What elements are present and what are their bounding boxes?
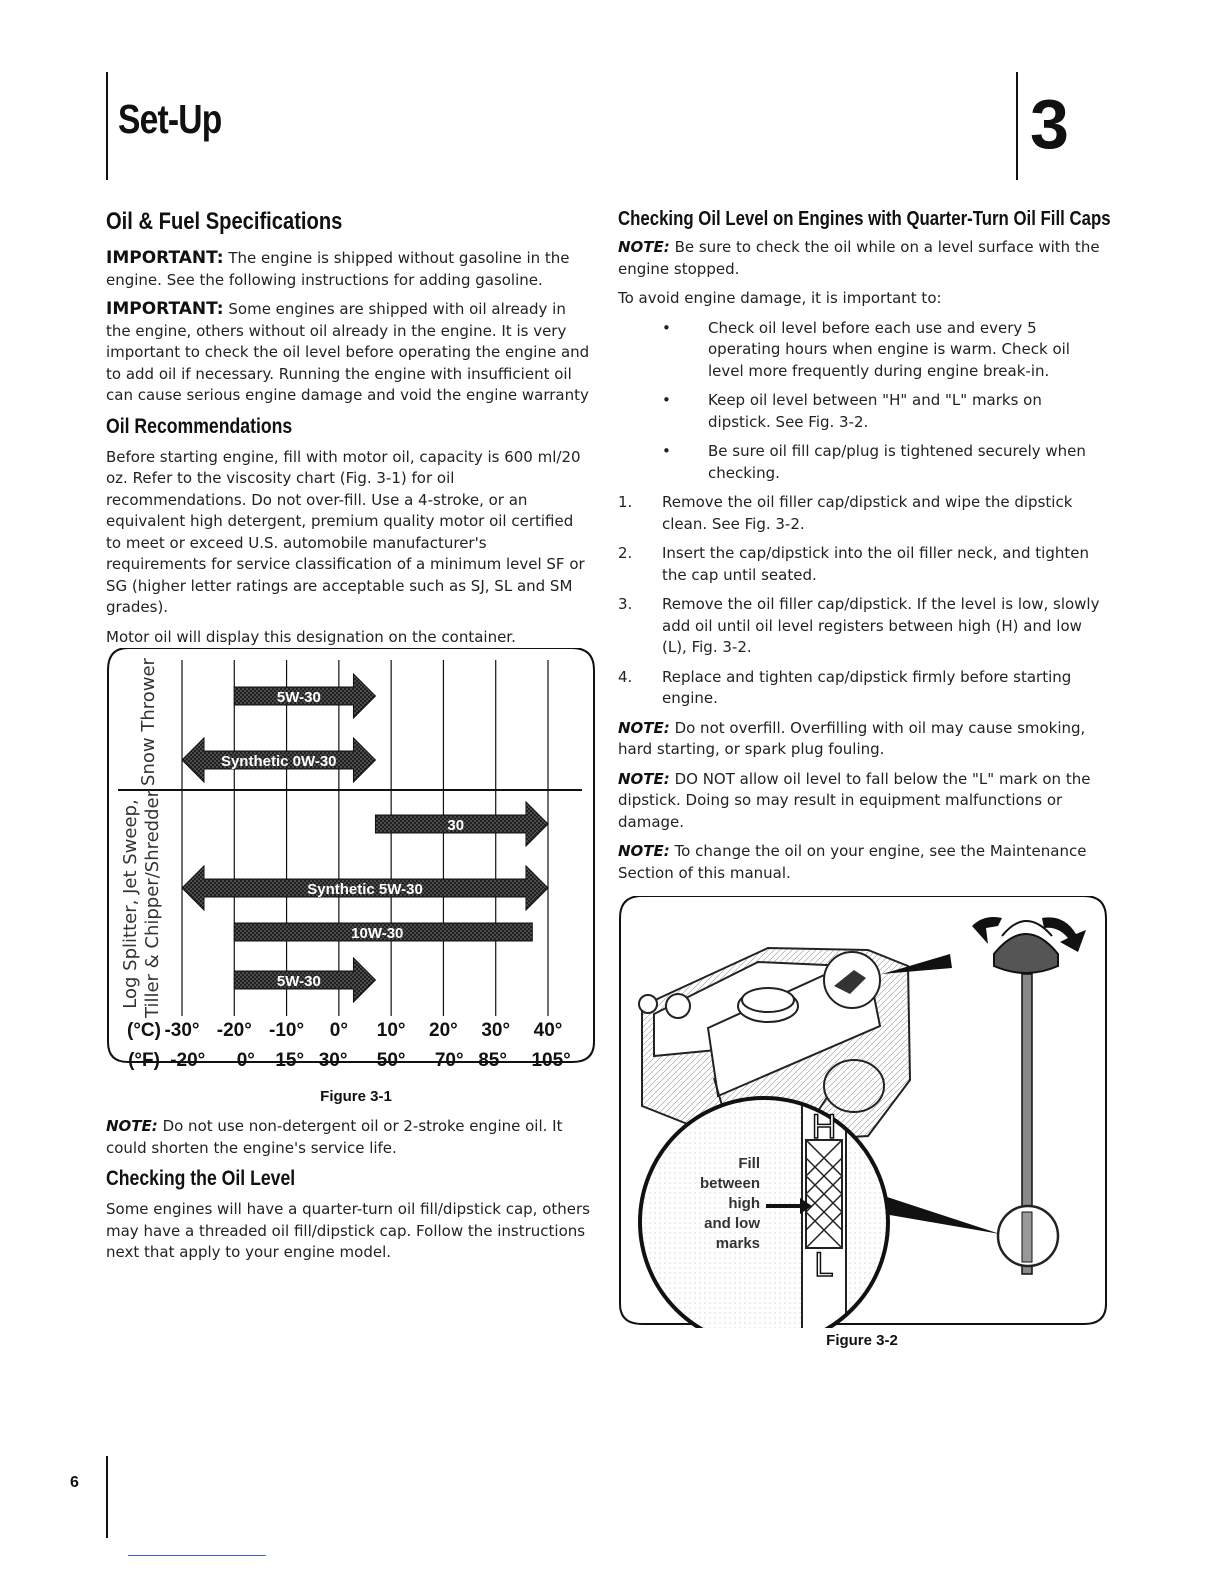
chart-frame bbox=[108, 648, 594, 1062]
viscosity-bar-label: Synthetic 0W-30 bbox=[220, 753, 337, 770]
page-number: 6 bbox=[70, 1474, 79, 1491]
left-column-lower bbox=[106, 1116, 590, 1272]
checking-oil-text: Some engines will have a quarter-turn oil fill/dipstick cap, others may have a threaded oil fill/dipstick cap. Follow the instructions next that apply to your engine model. bbox=[106, 1200, 590, 1261]
header-bar-left bbox=[106, 72, 108, 180]
celsius-tick-label: 10° bbox=[376, 1020, 406, 1041]
note-level-surface bbox=[618, 237, 1108, 280]
fahrenheit-tick-label: 70° bbox=[434, 1050, 464, 1071]
note-overfill bbox=[618, 718, 1108, 761]
note-label: NOTE: bbox=[618, 842, 670, 860]
fahrenheit-tick-label: 30° bbox=[318, 1050, 348, 1071]
note-text: To change the oil on your engine, see the Maintenance Section of this manual. bbox=[618, 842, 1087, 882]
rotate-arrow-left-icon bbox=[972, 917, 1002, 944]
fill-label-line: between bbox=[699, 1175, 760, 1192]
note-detergent bbox=[106, 1116, 590, 1159]
important-text: The engine is shipped without gasoline in the engine. See the following instructions for adding gasoline. bbox=[106, 249, 570, 289]
step-text: Remove the oil filler cap/dipstick. If the level is low, slowly add oil until oil level registers between high (H) and low (L), Fig. 3-2. bbox=[662, 595, 1100, 656]
step-text: Insert the cap/dipstick into the oil filler neck, and tighten the cap until seated. bbox=[662, 544, 1089, 584]
fill-label-line: high bbox=[728, 1195, 760, 1212]
footer-link-line bbox=[128, 1555, 266, 1556]
low-mark-label: L bbox=[814, 1246, 834, 1284]
list-item bbox=[618, 390, 1108, 433]
celsius-tick-label: -30° bbox=[164, 1020, 200, 1041]
oil-recommendations-heading: Oil Recommendations bbox=[106, 414, 293, 438]
important-text: Some engines are shipped with oil already in the engine, others without oil already in the engine. It is very important to check the oil level before operating the engine and to add oil if necessary. Running the engine with insufficient oil can cause serious engine damage and void the engine warranty bbox=[106, 300, 590, 404]
group-label bbox=[120, 789, 163, 1019]
note-text: Do not overfill. Overfilling with oil may cause smoking, hard starting, or spark plug fouling. bbox=[618, 718, 1086, 758]
step-number: 1. bbox=[618, 493, 633, 511]
oil-fuel-heading: Oil & Fuel Specifications bbox=[106, 208, 343, 235]
important-label: IMPORTANT: bbox=[106, 248, 224, 268]
intro-text: To avoid engine damage, it is important to: bbox=[618, 289, 942, 307]
viscosity-bar-label: 5W-30 bbox=[276, 973, 321, 990]
fahrenheit-tick-label: 0° bbox=[236, 1050, 255, 1071]
note-label: NOTE: bbox=[106, 1117, 158, 1135]
note-change-oil bbox=[618, 841, 1108, 884]
bullet-text: Keep oil level between "H" and "L" marks on dipstick. See Fig. 3-2. bbox=[708, 391, 1042, 431]
list-item bbox=[618, 667, 1108, 710]
fahrenheit-tick-label: 15° bbox=[275, 1050, 305, 1071]
celsius-tick-label: 30° bbox=[481, 1020, 511, 1041]
list-item bbox=[618, 441, 1108, 484]
list-item bbox=[618, 318, 1108, 383]
note-label: NOTE: bbox=[618, 718, 670, 737]
fill-label-line: marks bbox=[715, 1235, 760, 1252]
important-paragraph-2 bbox=[106, 299, 590, 407]
important-label: IMPORTANT: bbox=[106, 299, 224, 319]
figure-3-2-caption: Figure 3-2 bbox=[826, 1332, 898, 1349]
bullet-text: Be sure oil fill cap/plug is tightened securely when checking. bbox=[708, 442, 1086, 482]
step-text: Remove the oil filler cap/dipstick and wipe the dipstick clean. See Fig. 3-2. bbox=[662, 493, 1073, 533]
fill-label-line: and low bbox=[704, 1215, 760, 1232]
important-paragraph-1 bbox=[106, 248, 590, 291]
chapter-number: 3 bbox=[1030, 85, 1069, 163]
group-label-line: Tiller & Chipper/Shredder bbox=[142, 789, 163, 1019]
right-column bbox=[618, 208, 1111, 892]
fahrenheit-tick-label: -20° bbox=[170, 1050, 206, 1071]
step-list bbox=[618, 492, 1108, 710]
step-number: 3. bbox=[618, 595, 633, 613]
viscosity-chart bbox=[106, 648, 596, 1084]
bullet-mark: • bbox=[662, 442, 671, 460]
dipstick-end bbox=[1022, 1212, 1032, 1262]
fahrenheit-tick-label: 50° bbox=[376, 1050, 406, 1071]
oil-recommendations-text: Before starting engine, fill with motor oil, capacity is 600 ml/20 oz. Refer to the viscosity chart (Fig. 3-1) for oil recommendations. Do not over-fill. Use a 4-stroke, or an equivalent high detergent, premium quality motor oil certified to meet or exceed U.S. automobile manufacturer's requirements for service classification of a minimum level SF or SG (higher letter ratings are acceptable such as SJ, SL and SM grades). bbox=[106, 447, 585, 616]
group-label: Snow Thrower bbox=[138, 658, 159, 786]
step-text: Replace and tighten cap/dipstick firmly before starting engine. bbox=[662, 667, 1072, 707]
celsius-tick-label: 20° bbox=[429, 1020, 458, 1041]
left-column bbox=[106, 208, 590, 656]
viscosity-bar-label: 10W-30 bbox=[351, 925, 404, 942]
dipstick-figure bbox=[618, 896, 1110, 1328]
quarter-turn-heading: Checking Oil Level on Engines with Quarter-Turn Oil Fill Caps bbox=[618, 208, 1111, 230]
celsius-tick-label: 40° bbox=[533, 1020, 563, 1041]
note-label: NOTE: bbox=[618, 769, 670, 788]
fill-label-line: Fill bbox=[738, 1155, 760, 1172]
bullet-text: Check oil level before each use and every 5 operating hours when engine is warm. Check oil level more frequently during engine break-in. bbox=[708, 318, 1070, 380]
celsius-tick-label: -10° bbox=[269, 1020, 305, 1041]
bullet-list bbox=[618, 318, 1108, 485]
celsius-tick-label: -20° bbox=[216, 1020, 252, 1041]
note-below-l bbox=[618, 769, 1108, 834]
list-item bbox=[618, 594, 1108, 659]
celsius-tick-label: (°C) bbox=[127, 1020, 161, 1041]
viscosity-bar-label: 5W-30 bbox=[276, 689, 321, 706]
viscosity-bar-label: Synthetic 5W-30 bbox=[307, 881, 423, 898]
chapter-title: Set-Up bbox=[118, 96, 222, 142]
fahrenheit-tick-label: 85° bbox=[478, 1050, 507, 1071]
celsius-tick-label: 0° bbox=[329, 1020, 348, 1041]
fahrenheit-tick-label: (°F) bbox=[128, 1050, 160, 1071]
step-number: 4. bbox=[618, 667, 633, 686]
viscosity-bar-label: 30 bbox=[447, 817, 465, 834]
note-text: DO NOT allow oil level to fall below the "L" mark on the dipstick. Doing so may result in equipment malfunctions or damage. bbox=[618, 769, 1091, 831]
checking-oil-heading: Checking the Oil Level bbox=[106, 1167, 296, 1190]
high-mark-label: H bbox=[811, 1108, 837, 1146]
note-text: Do not use non-detergent oil or 2-stroke engine oil. It could shorten the engine's service life. bbox=[106, 1117, 563, 1157]
note-text: Be sure to check the oil while on a level surface with the engine stopped. bbox=[618, 238, 1100, 278]
fahrenheit-tick-label: 105° bbox=[531, 1050, 571, 1071]
callout-pointer-bottom bbox=[884, 1196, 1000, 1234]
figure-3-1-caption: Figure 3-1 bbox=[320, 1088, 392, 1105]
list-item bbox=[618, 492, 1108, 535]
bullet-mark: • bbox=[662, 391, 671, 409]
bullet-mark: • bbox=[662, 318, 671, 337]
list-item bbox=[618, 543, 1108, 586]
step-number: 2. bbox=[618, 544, 633, 562]
group-label-line: Log Splitter, Jet Sweep, bbox=[120, 799, 141, 1009]
oil-designation-text: Motor oil will display this designation on the container. bbox=[106, 627, 516, 646]
footer-bar bbox=[106, 1456, 108, 1538]
header-bar-right bbox=[1016, 72, 1018, 180]
note-label: NOTE: bbox=[618, 238, 670, 256]
